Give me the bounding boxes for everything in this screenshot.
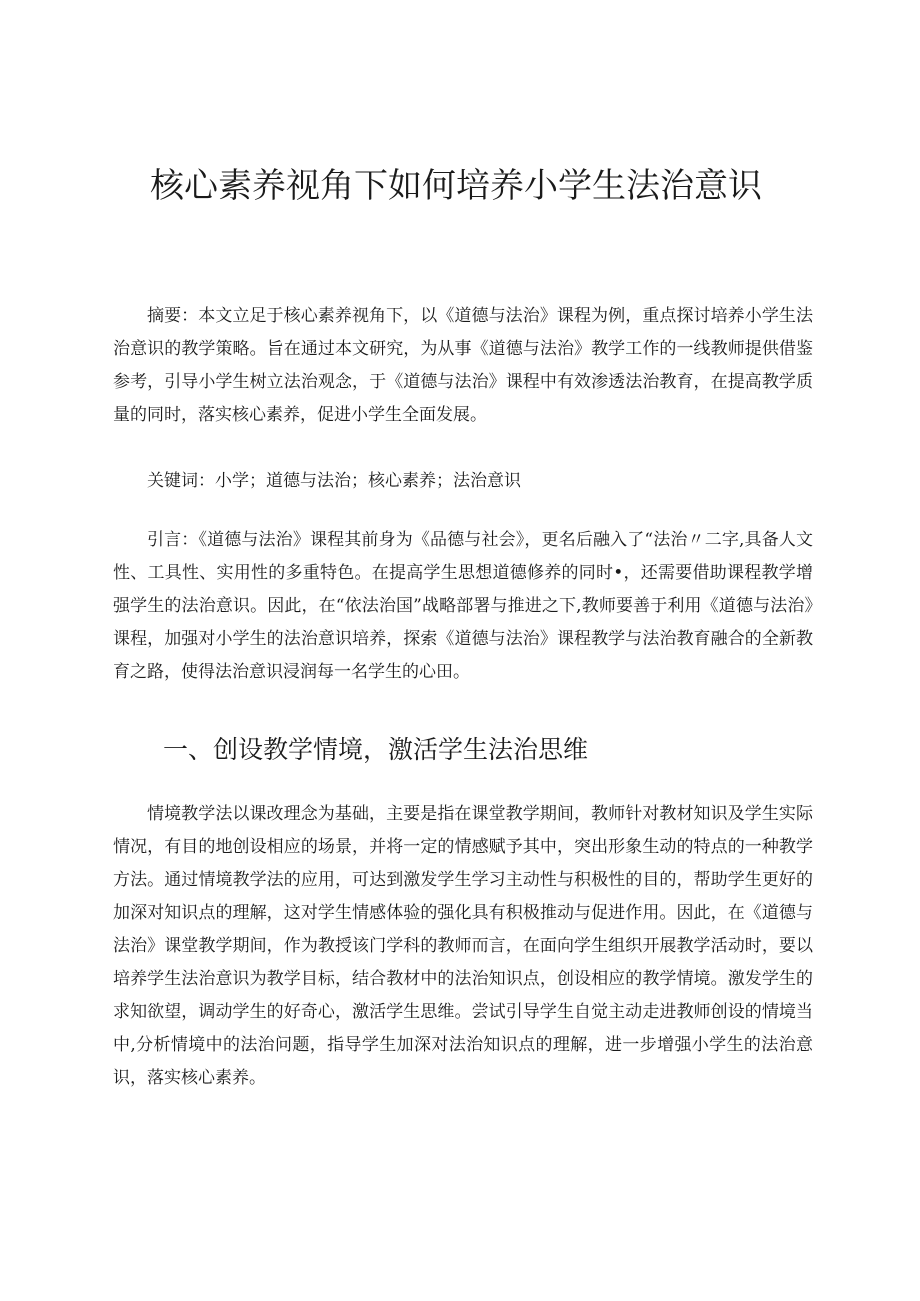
section-1-body-paragraph: 情境教学法以课改理念为基础，主要是指在课堂教学期间，教师针对教材知识及学生实际情况，有目的地创设相应的场景，并将一定的情感赋予其中，突出形象生动的特点的一种教学方法。通过情境教学法的应用，可达到激发学生学习主动性与积极性的目的，帮助学生更好的加深对知识点的理解，这对学生情感体验的强化具有积极推动与促进作用。因此，在《道德与法治》课堂教学期间，作为教授该门学科的教师而言，在面向学生组织开展教学活动时，要以培养学生法治意识为教学目标，结合教材中的法治知识点，创设相应的教学情境。激发学生的求知欲望，调动学生的好奇心，激活学生思维。尝试引导学生自觉主动走进教师创设的情境当中,分析情境中的法治问题，指导学生加深对法治知识点的理解，进一步增强小学生的法治意识，落实核心素养。 bbox=[113, 804, 813, 1088]
keywords-paragraph: 关键词：小学；道德与法治；核心素养；法治意识 bbox=[147, 471, 521, 491]
document-title: 核心素养视角下如何培养小学生法治意识 bbox=[150, 166, 762, 206]
introduction-paragraph: 引言：《道德与法治》课程其前身为《品德与社会》，更名后融入了“法治〃二字,具备人文性、工具性、实用性的多重特色。在提高学生思想道德修养的同时•，还需要借助课程教学增强学生的法治意识。因此，在“依法治国”战略部署与推进之下,教师要善于利用《道德与法治》课程，加强对小学生的法治意识培养，探索《道德与法治》课程教学与法治教育融合的全新教育之路，使得法治意识浸润每一名学生的心田。 bbox=[113, 530, 813, 682]
abstract-paragraph: 摘要：本文立足于核心素养视角下，以《道德与法治》课程为例，重点探讨培养小学生法治意识的教学策略。旨在通过本文研究，为从事《道德与法治》教学工作的一线教师提供借鉴参考，引导小学生树立法治观念，于《道德与法治》课程中有效渗透法治教育，在提高教学质量的同时，落实核心素养，促进小学生全面发展。 bbox=[113, 306, 813, 425]
section-heading-1: 一、创设教学情境，激活学生法治思维 bbox=[163, 735, 589, 764]
